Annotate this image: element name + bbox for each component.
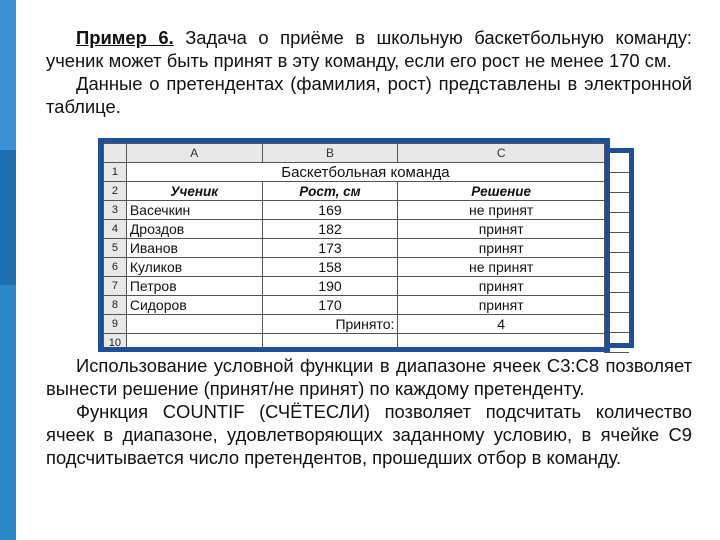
- column-header-row: [104, 144, 605, 163]
- total-label: Принято:: [262, 315, 398, 334]
- table-row: [104, 296, 605, 315]
- header-height: Рост, см: [262, 182, 398, 201]
- student-decision: принят: [398, 296, 605, 315]
- student-height: 158: [262, 258, 398, 277]
- table-row: [104, 258, 605, 277]
- intro-text: [46, 26, 692, 118]
- sidebar-stripe-middle: [0, 150, 16, 285]
- student-height: 170: [262, 296, 398, 315]
- row-number: 10: [104, 334, 127, 353]
- countif-paragraph: Функция COUNTIF (СЧЁТЕСЛИ) позволяет подсчитать количество ячеек в диапазоне, удовлетворяющих заданному условию, в ячейке C9 подсчитывается число претендентов, прошедших отбор в команду.: [46, 401, 692, 468]
- empty-cell: [262, 334, 398, 353]
- table-row: [104, 163, 605, 182]
- row-number: 2: [104, 182, 127, 201]
- empty-cell: [398, 334, 605, 353]
- student-height: 169: [262, 201, 398, 220]
- row-number: 1: [104, 163, 127, 182]
- row-number: 9: [104, 315, 127, 334]
- table-title: Баскетбольная команда: [126, 163, 604, 182]
- table-row: [104, 182, 605, 201]
- student-decision: принят: [398, 277, 605, 296]
- student-height: 182: [262, 220, 398, 239]
- header-student: Ученик: [126, 182, 262, 201]
- corner-cell: [104, 144, 127, 163]
- table-row: [104, 277, 605, 296]
- student-decision: не принят: [398, 201, 605, 220]
- table-row: [104, 315, 605, 334]
- column-header-c: C: [398, 144, 605, 163]
- table-row: [104, 220, 605, 239]
- explanation-text: [46, 354, 692, 469]
- student-name: Петров: [126, 277, 262, 296]
- row-number: 6: [104, 258, 127, 277]
- example-heading: Пример 6.: [76, 27, 174, 48]
- spreadsheet-table: [103, 143, 605, 352]
- column-header-a: A: [126, 144, 262, 163]
- row-number: 3: [104, 201, 127, 220]
- empty-cell: [126, 315, 262, 334]
- table-row: [104, 201, 605, 220]
- example-paragraph: [46, 26, 692, 72]
- data-paragraph: Данные о претендентах (фамилия, рост) представлены в электронной таблице.: [46, 73, 692, 117]
- student-name: Куликов: [126, 258, 262, 277]
- table-row: [104, 334, 605, 353]
- sidebar-stripe-top: [0, 0, 16, 150]
- student-decision: принят: [398, 239, 605, 258]
- student-name: Васечкин: [126, 201, 262, 220]
- sidebar-stripe-bottom: [0, 285, 16, 540]
- student-name: Иванов: [126, 239, 262, 258]
- student-name: Дроздов: [126, 220, 262, 239]
- table-row: [104, 239, 605, 258]
- task-text: Задача о приёме в школьную баскетбольную команду: ученик может быть принят в эту команду, если его рост не менее 170 см.: [46, 27, 692, 71]
- student-decision: не принят: [398, 258, 605, 277]
- spreadsheet-image: [98, 138, 610, 352]
- conditional-function-paragraph: Использование условной функции в диапазоне ячеек C3:C8 позволяет вынести решение (принят/не принят) по каждому претенденту.: [46, 355, 692, 399]
- student-name: Сидоров: [126, 296, 262, 315]
- row-number: 5: [104, 239, 127, 258]
- row-number: 4: [104, 220, 127, 239]
- row-number: 7: [104, 277, 127, 296]
- total-value: 4: [398, 315, 605, 334]
- student-decision: принят: [398, 220, 605, 239]
- student-height: 173: [262, 239, 398, 258]
- student-height: 190: [262, 277, 398, 296]
- column-header-b: B: [262, 144, 398, 163]
- empty-cell: [126, 334, 262, 353]
- row-number: 8: [104, 296, 127, 315]
- header-decision: Решение: [398, 182, 605, 201]
